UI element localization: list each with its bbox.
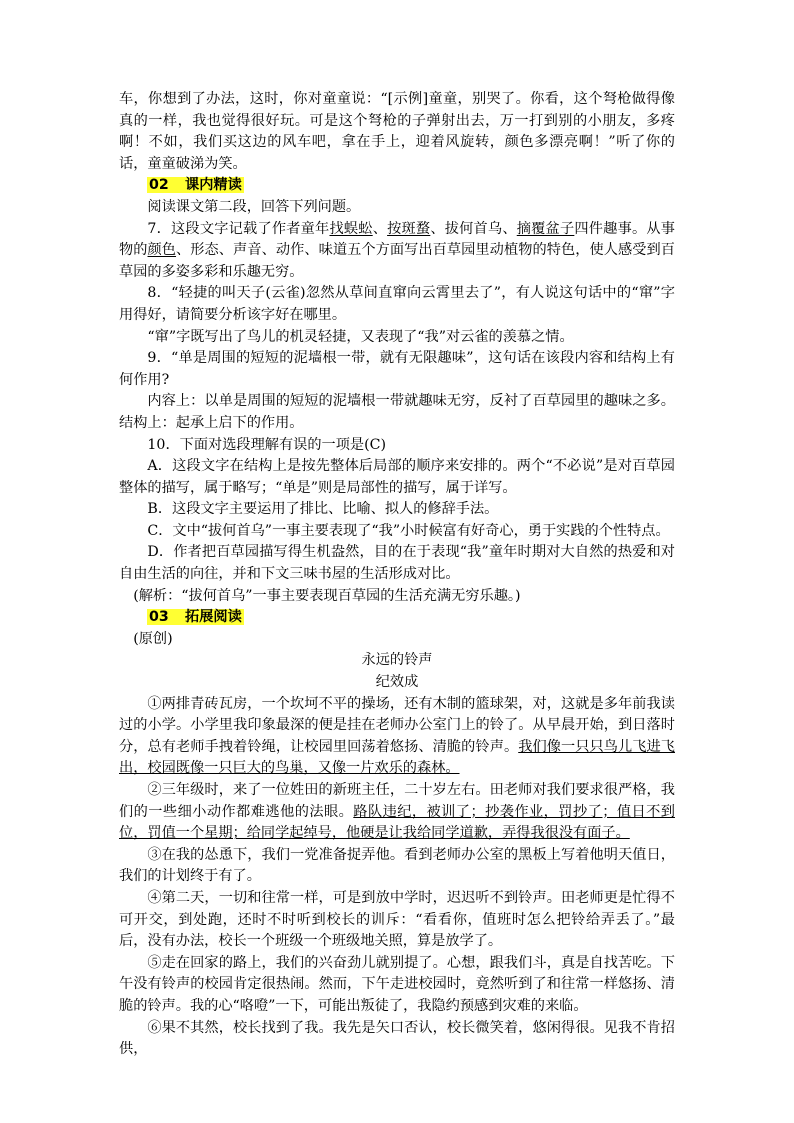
article-paragraph-5: ⑤走在回家的路上，我们的兴奋劲儿就别提了。心想，跟我们斗，真是自找苦吃。下午没有铃声的校园肯定很热闹。然而，下午走进校园时，竟然听到了和往常一样悠扬、清脆的铃声。我的心“咯噔”一下，可能出叛徒了，我隐约预感到灾难的来临。 (119, 954, 675, 1014)
article-author: 纪效成 (375, 674, 419, 691)
underlined-sentence: 路队违纪，被训了；抄袭作业，罚抄了；值日不到位，罚值一个星期；给同学起绰号，他硬是让我给同学道歉，弄得我很没有面子。 (119, 803, 675, 842)
option-a: A．这段文字在结构上是按先整体后局部的顺序来安排的。两个“不必说”是对百草园整体的描写，属于略写；“单是”则是局部性的描写，属于详写。 (119, 458, 675, 496)
option-c: C．文中“拔何首乌”一事主要表现了“我”小时候富有好奇心，勇于实践的个性特点。 (147, 522, 670, 539)
option-b: B．这段文字主要运用了排比、比喻、拟人的修辞手法。 (147, 501, 499, 518)
answer-8: “窜”字既写出了鸟儿的机灵轻捷，又表现了“我”对云雀的羡慕之情。 (147, 328, 574, 345)
article-paragraph-3: ③在我的怂恿下，我们一党准备捉弄他。看到老师办公室的黑板上写着他明天值日，我们的计划终于有了。 (119, 846, 675, 885)
q7-text: 7．这段文字记载了作者童年 (147, 220, 330, 237)
question-9: 9．“单是周围的短短的泥墙根一带，就有无限趣味”，这句话在该段内容和结构上有何作用? (119, 350, 675, 388)
q7-text: 、形态、声音、动作、味道五个方面写出百草园里动植物的特色，使人感受到百草园的多姿多彩和乐趣无穷。 (119, 242, 675, 280)
q7-answer-2: 按斑蝥 (387, 220, 431, 237)
section-heading-02 (119, 175, 675, 197)
paragraph-text: ①两排青砖瓦房，一个坎坷不平的操场，还有木制的篮球架，对，这就是多年前我读过的小学。小学里我印象最深的便是挂在老师办公室门上的铃了。从早晨开始，到日落时分，总有老师手拽着铃绳，让校园里回荡着悠扬、清脆的铃声。 (119, 695, 675, 755)
underlined-sentence: 我们像一只只鸟儿飞进飞出，校园既像一只巨大的鸟巢，又像一片欢乐的森林。 (119, 738, 675, 777)
q7-text: 四件趣事。从事物的 (119, 220, 675, 259)
article-paragraph-6: ⑥果不其然，校长找到了我。我先是矢口否认，校长微笑着，悠闲得很。见我不肯招供， (119, 1019, 675, 1058)
section-title: 拓展阅读 (185, 609, 242, 626)
source-note: (原创) (133, 630, 173, 647)
document-content (119, 89, 675, 1061)
intro-paragraph: 车，你想到了办法，这时，你对童童说：“[示例]童童，别哭了。你看，这个弩枪做得像真的一样，我也觉得很好玩。可是这个弩枪的子弹射出去，万一打到别的小朋友，多疼啊！不如，我们买这边的风车吧，拿在手上，迎着风旋转，颜色多漂亮啊！”听了你的话，童童破涕为笑。 (119, 91, 675, 172)
q7-answer-4: 颜色 (147, 242, 177, 259)
section-title: 课内精读 (185, 177, 242, 194)
article-paragraph-4: ④第二天，一切和往常一样，可是到放中学时，迟迟听不到铃声。田老师更是忙得不可开交，到处跑，还时不时听到校长的训斥：“看看你，值班时怎么把铃给弄丢了。”最后，没有办法，校长一个班级一个班级地关照，算是放学了。 (119, 889, 675, 950)
reading-instruction: 阅读课文第二段，回答下列问题。 (147, 198, 361, 215)
analysis-note: (解析：“拔何首乌”一事主要表现百草园的生活充满无穷乐趣。) (133, 587, 521, 604)
section-number: 02 (149, 177, 169, 194)
option-d: D．作者把百草园描写得生机盎然，目的在于表现“我”童年时期对大自然的热爱和对自由生活的向往，并和下文三味书屋的生活形成对比。 (119, 544, 675, 583)
article-paragraph-2 (119, 780, 675, 845)
paragraph-text: ②三年级时，来了一位姓田的新班主任，二十岁左右。田老师对我们要求很严格，我们的一些细小动作都难逃他的法眼。 (119, 782, 675, 820)
q7-answer-1: 找蜈蚣 (329, 220, 373, 237)
article-paragraph-1 (119, 694, 675, 780)
answer-9: 内容上：以单是周围的短短的泥墙根一带就趣味无穷，反衬了百草园里的趣味之多。结构上：起承上启下的作用。 (119, 393, 675, 431)
question-7 (119, 219, 675, 284)
question-10: 10．下面对选段理解有误的一项是(C) (147, 436, 386, 453)
q7-sep: 、 (372, 220, 388, 237)
article-title: 永远的铃声 (361, 652, 433, 669)
section-number: 03 (149, 609, 169, 626)
q7-sep: 、拔何首乌、 (430, 220, 517, 237)
question-8: 8．“轻捷的叫天子(云雀)忽然从草间直窜向云霄里去了”，有人说这句话中的“窜”字用得好，请简要分析该字好在哪里。 (119, 285, 675, 323)
section-heading-03 (119, 607, 675, 629)
q7-answer-3: 摘覆盆子 (516, 220, 575, 237)
